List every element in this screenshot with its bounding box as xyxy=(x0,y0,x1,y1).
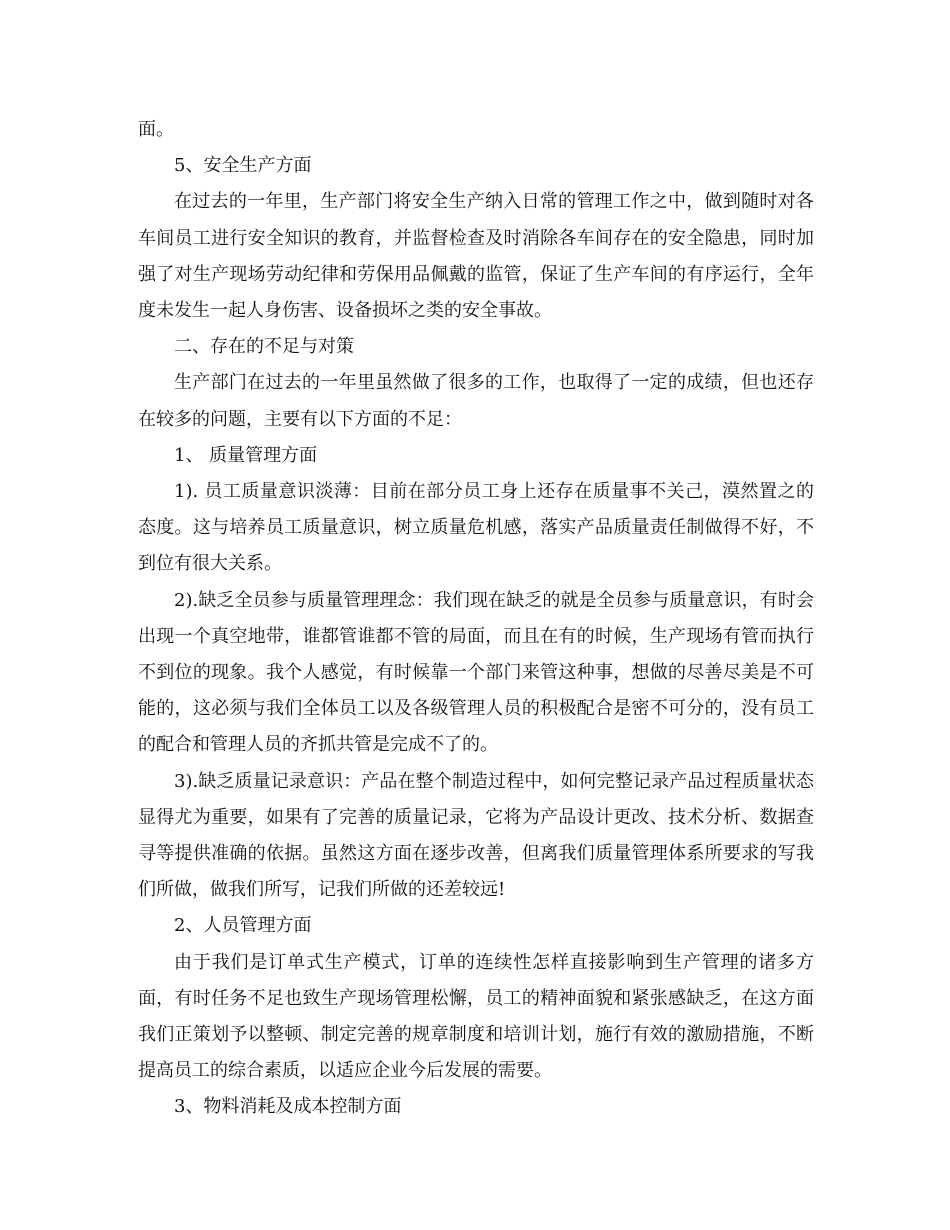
paragraph-quality-1: 1). 员工质量意识淡薄：目前在部分员工身上还存在质量事不关己，漠然置之的态度。这与培养员工质量意识，树立质量危机感，落实产品质量责任制做得不好，不到位有很大关系。 xyxy=(138,481,814,575)
paragraph-continuation: 面。 xyxy=(138,119,174,140)
paragraph-personnel: 由于我们是订单式生产模式，订单的连续性怎样直接影响到生产管理的诸多方面，有时任务不足也致生产现场管理松懈，员工的精神面貌和紧张感缺乏，在这方面我们正策划予以整顿、制定完善的规章制度和培训计划，施行有效的激励措施，不断提高员工的综合素质，以适应企业今后发展的需要。 xyxy=(138,951,814,1082)
paragraph-quality-2: 2).缺乏全员参与质量管理理念：我们现在缺乏的就是全员参与质量意识，有时会出现一个真空地带，谁都管谁都不管的局面，而且在有的时候，生产现场有管而执行不到位的现象。我个人感觉，有时候靠一个部门来管这种事，想做的尽善尽美是不可能的，这必须与我们全体员工以及各级管理人员的积极配合是密不可分的，没有员工的配合和管理人员的齐抓共管是完成不了的。 xyxy=(138,589,814,756)
section-heading-safety: 5、安全生产方面 xyxy=(174,155,312,177)
document-body xyxy=(138,112,814,1126)
subheading-materials: 3、物料消耗及成本控制方面 xyxy=(174,1096,402,1118)
paragraph-quality-3: 3).缺乏质量记录意识：产品在整个制造过程中，如何完整记录产品过程质量状态显得尤为重要，如果有了完善的质量记录，它将为产品设计更改、技术分析、数据查寻等提供准确的依据。虽然这方面在逐步改善，但离我们质量管理体系所要求的写我们所做，做我们所写，记我们所做的还差较远! xyxy=(138,770,814,901)
paragraph-safety: 在过去的一年里，生产部门将安全生产纳入日常的管理工作之中，做到随时对各车间员工进行安全知识的教育，并监督检查及时消除各车间存在的安全隐患，同时加强了对生产现场劳动纪律和劳保用品佩戴的监管，保证了生产车间的有序运行，全年度未发生一起人身伤害、设备损坏之类的安全事故。 xyxy=(138,191,814,322)
section-heading-shortcomings: 二、存在的不足与对策 xyxy=(174,336,354,358)
subheading-quality: 1、 质量管理方面 xyxy=(174,444,318,466)
paragraph-shortcomings-intro: 生产部门在过去的一年里虽然做了很多的工作，也取得了一定的成绩，但也还存在较多的问题，主要有以下方面的不足： xyxy=(138,372,814,430)
subheading-personnel: 2、人员管理方面 xyxy=(174,915,312,937)
